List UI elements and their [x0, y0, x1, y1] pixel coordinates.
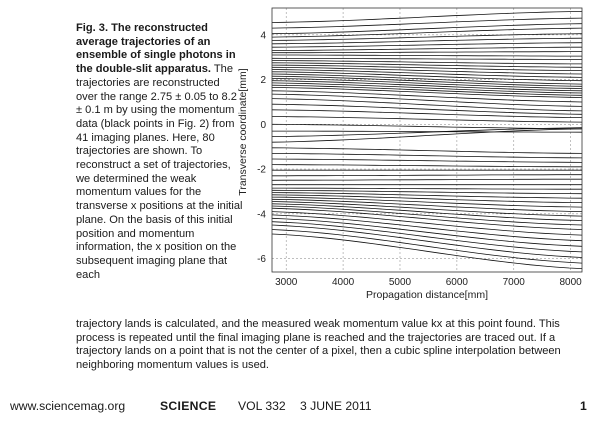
figure-caption	[76, 22, 244, 282]
trajectory-line	[272, 76, 582, 86]
x-tick-label: 7000	[502, 277, 525, 288]
trajectory-line	[272, 85, 582, 95]
page-footer	[10, 399, 590, 417]
y-tick-label: -4	[257, 209, 266, 221]
x-tick-label: 5000	[388, 277, 412, 288]
caption-continuation	[76, 318, 591, 373]
trajectory-line	[272, 18, 582, 28]
x-tick-labels	[275, 277, 582, 288]
x-axis-label: Propagation distance[mm]	[366, 289, 488, 301]
y-tick-label: -2	[257, 164, 266, 176]
caption-title: The reconstructed average trajectories of an ensemble of single photons in the double-slit apparatus.	[76, 22, 236, 76]
trajectory-line	[272, 225, 582, 258]
y-tick-label: -6	[257, 254, 266, 266]
trajectory-line	[272, 52, 582, 53]
trajectory-line	[272, 230, 582, 264]
trajectory-line	[272, 165, 582, 167]
trajectory-line	[272, 58, 582, 59]
x-tick-label: 4000	[331, 277, 355, 288]
y-tick-labels	[257, 30, 266, 265]
footer-date: 3 JUNE 2011	[300, 399, 372, 413]
footer-volume: VOL 332	[238, 399, 286, 413]
trajectory-chart	[236, 0, 600, 318]
trajectory-line	[272, 124, 582, 129]
trajectory-line	[272, 218, 582, 246]
trajectory-line	[272, 148, 582, 154]
trajectory-line	[272, 175, 582, 176]
trajectory-line	[272, 11, 582, 22]
y-tick-label: 4	[260, 30, 266, 42]
x-tick-label: 3000	[275, 277, 298, 288]
x-tick-label: 6000	[445, 277, 468, 288]
trajectory-lines	[272, 11, 582, 268]
trajectory-line	[272, 104, 582, 114]
footer-page-number: 1	[580, 399, 587, 413]
trajectory-line	[272, 179, 582, 180]
trajectory-line	[272, 34, 582, 41]
y-tick-label: 2	[260, 75, 266, 87]
trajectory-line	[272, 222, 582, 252]
trajectory-line	[272, 47, 582, 50]
y-tick-label: 0	[260, 119, 266, 131]
footer-journal: SCIENCE	[160, 399, 217, 413]
trajectory-line	[272, 153, 582, 158]
trajectory-line	[272, 55, 582, 56]
caption-body: The trajectories are reconstructed over the range 2.75 ± 0.05 to 8.2 ± 0.1 m by using the momentum data (black points in Fig. 2) from 41 imaging planes. Here, 80 trajectories are shown. To reconstruct a set of trajectories, we determined the weak momentum values for the transverse x positions at the initial plane. On the basis of this initial position and momentum information, the x position on the subsequent imaging plane that each	[76, 63, 243, 281]
trajectory-line	[272, 195, 582, 203]
footer-url: www.sciencemag.org	[10, 399, 126, 413]
trajectory-line	[272, 159, 582, 162]
trajectory-line	[272, 234, 582, 269]
x-tick-label: 8000	[559, 277, 582, 288]
y-axis-label: Transverse coordinate[mm]	[237, 68, 249, 196]
trajectory-line	[272, 117, 582, 123]
caption-continuation-text: trajectory lands is calculated, and the measured weak momentum value kx at this point found. This process is repeated until the final imaging plane is reached and the trajectories are traced out. If a trajectory lands on a point that is not the center of a pixel, then a cubic spline interpolation between neighboring momentum values is used.	[76, 318, 561, 372]
figure-label: Fig. 3.	[76, 22, 109, 34]
trajectory-line	[272, 188, 582, 189]
